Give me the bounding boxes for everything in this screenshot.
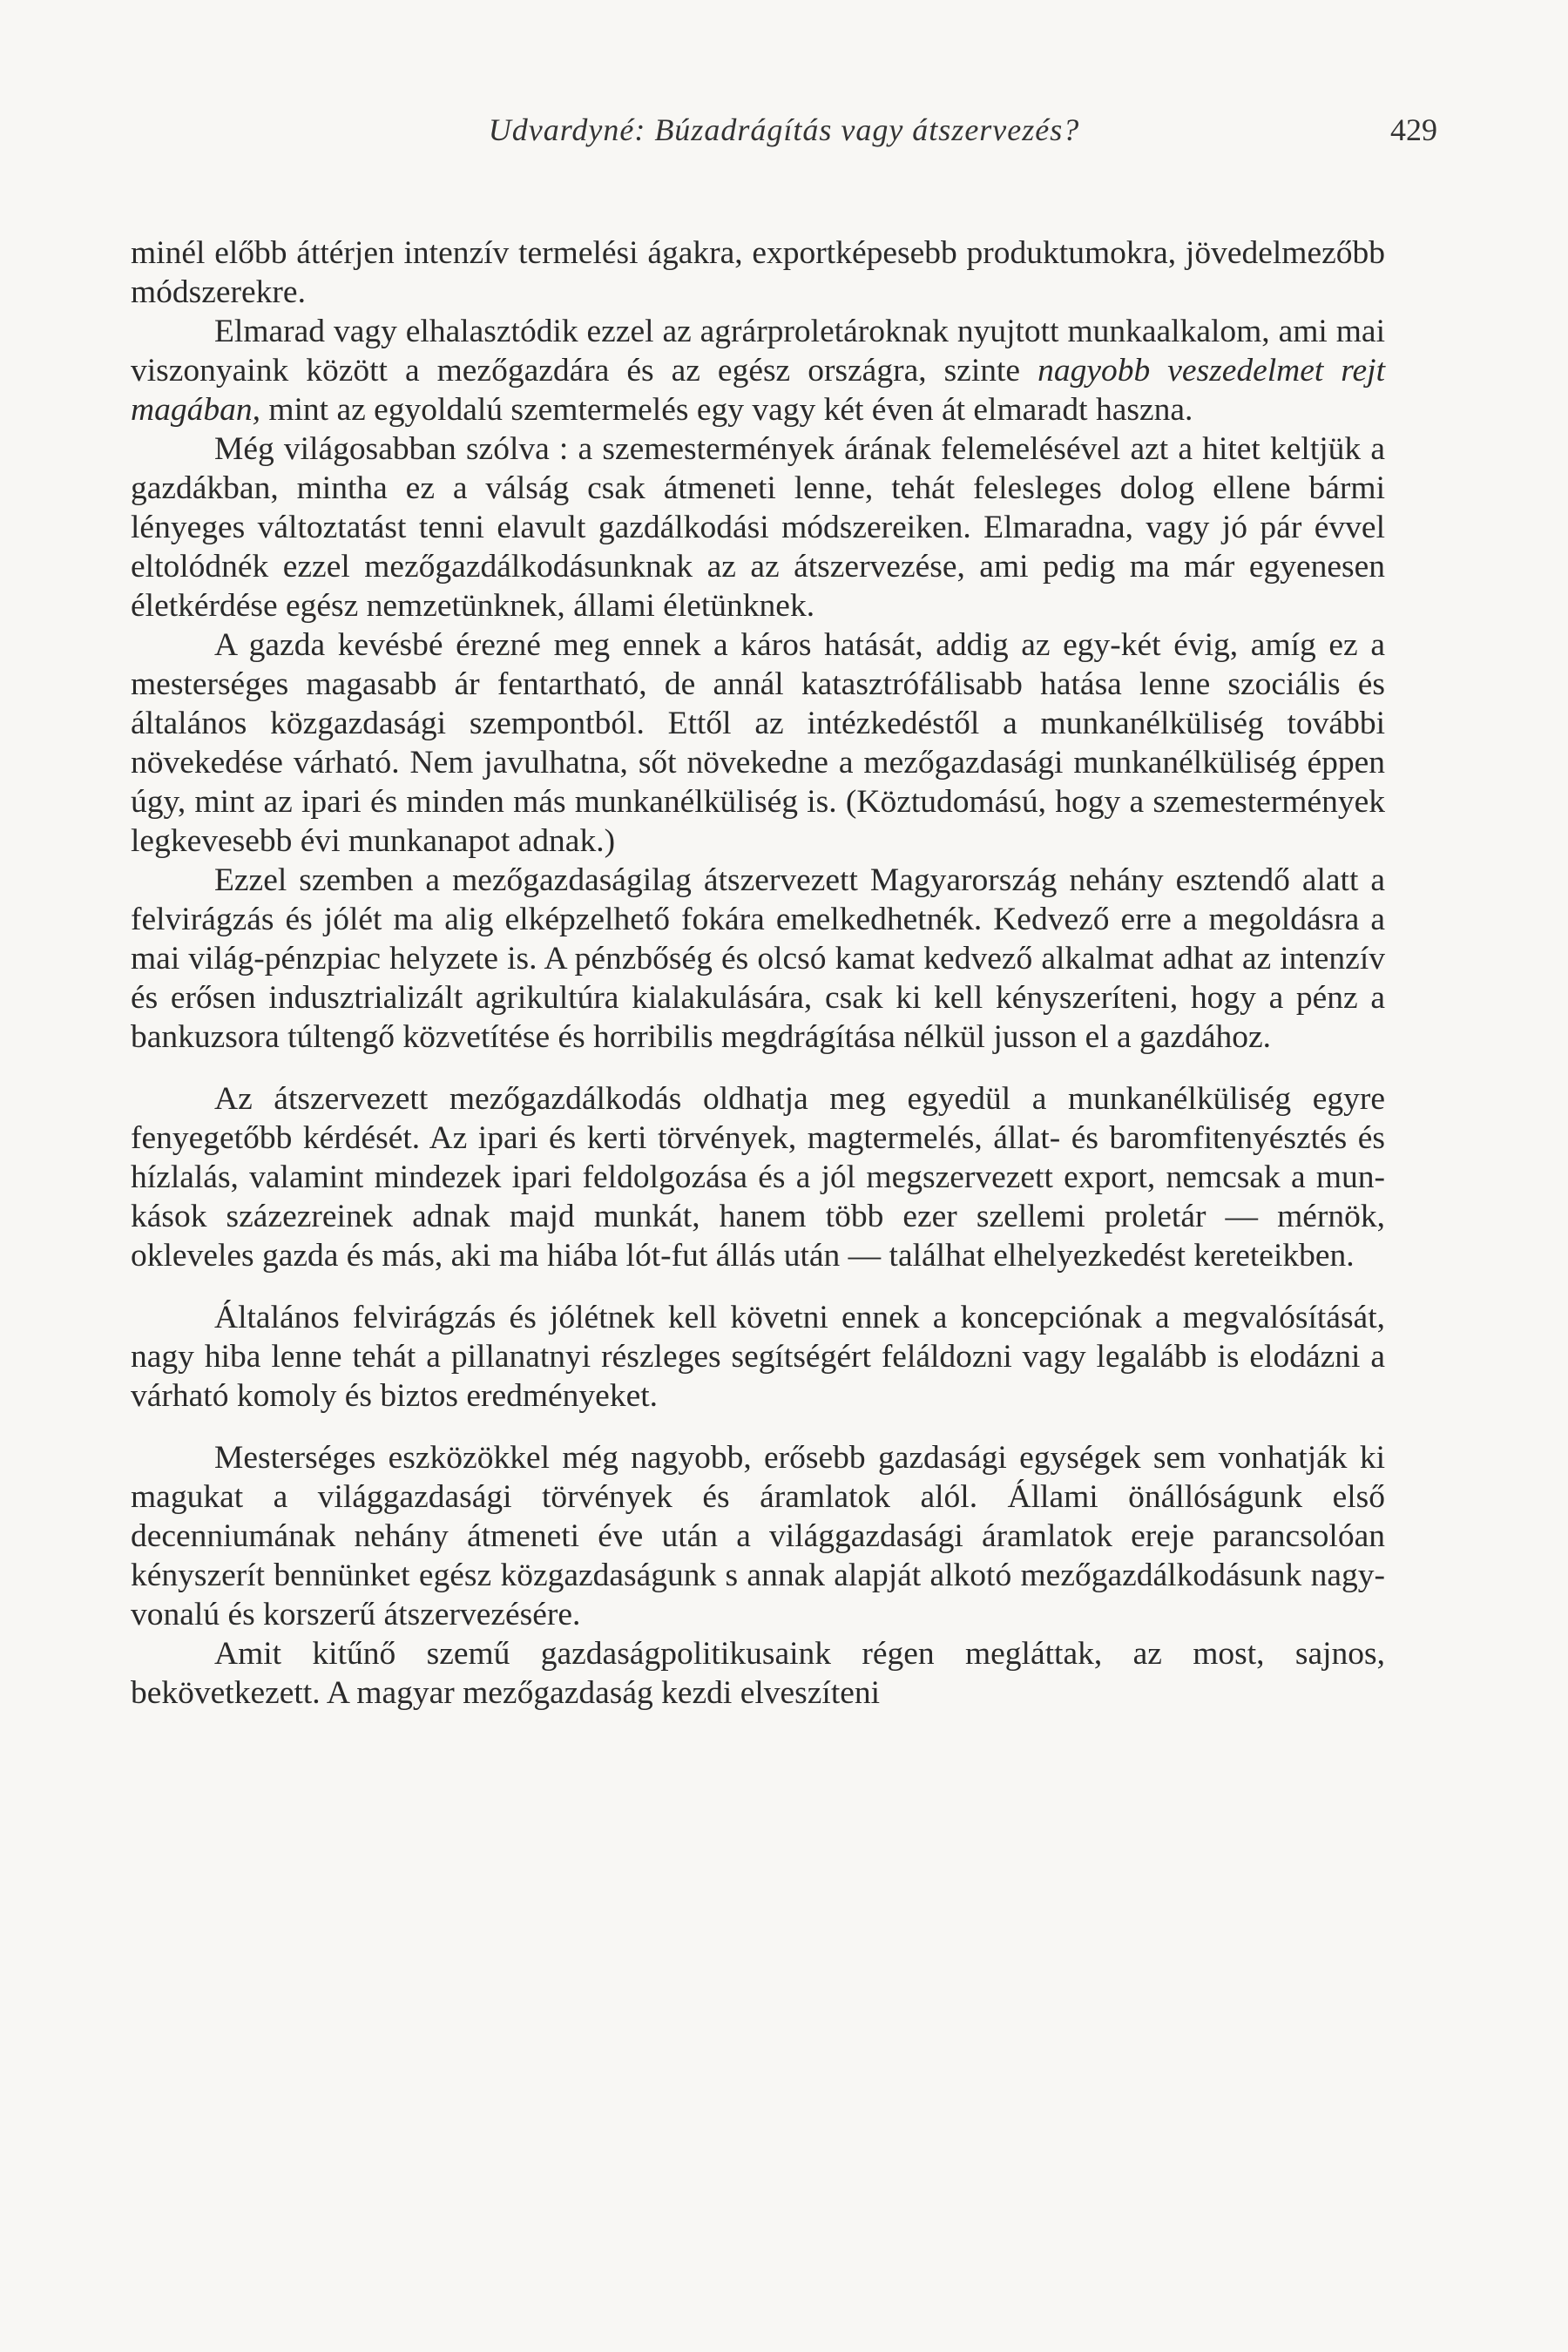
- running-title: Udvardyné: Búzadrágítás vagy átszervezés?: [488, 112, 1080, 147]
- paragraph-2-after: mint az egyoldalú szemtermelés egy vagy két éven át elmaradt haszna.: [260, 392, 1193, 428]
- paragraph-2-emphasis: nagyobb veszedelmet rejt magában,: [131, 353, 1385, 428]
- paragraph-9: Amit kitűnő szemű gazdaságpolitikusaink régen megláttak, az most, sajnos, bekövetkezett. A magyar mezőgazdaság kezdi elveszíteni: [131, 1636, 1385, 1711]
- paragraph-5: Ezzel szemben a mezőgazdaságilag átszervezett Magyarország nehány esztendő alatt a felvirágzás és jólét ma alig elképzelhető fokára emelkedhetnék. Kedvező erre a megoldásra a mai világ-pénzpiac helyzete is. A pénzbőség és olcsó kamat kedvező alkalmat adhat az intenzív és erősen indusztrializált agrikultúra kialakulására, csak ki kell kényszeríteni, hogy a pénz a bankuzsora túltengő közvetítése és horribilis megdrágítása nélkül jusson el a gazdához.: [131, 862, 1385, 1055]
- paragraph-2: [131, 312, 1385, 429]
- paragraph-6: Az átszervezett mezőgazdálkodás oldhatja meg egyedül a munkanélküliség egyre fenyegetőbb kérdését. Az ipari és kerti törvények, magtermelés, állat- és baromfitenyésztés és hízlalás, valamint mindezek ipari feldolgozása és a jól megszervezett export, nemcsak a munkások százezreinek adnak majd munkát, hanem több ezer szellemi proletár — mérnök, okleveles gazda és más, aki ma hiába lót-fut állás után — találhat elhelyezkedést kereteikben.: [131, 1081, 1385, 1274]
- paragraph-2-before: Elmarad vagy elhalasztódik ezzel az agrárproletároknak nyujtott munkaalkalom, ami mai viszonyaink között a mezőgazdára és az egész országra, szinte: [131, 314, 1385, 389]
- paragraph-8: Mesterséges eszközökkel még nagyobb, erősebb gazdasági egységek sem vonhatják ki magukat a világgazdasági törvények és áramlatok alól. Állami önállóságunk első decenniumának nehány átmeneti éve után a világgazdasági áramlatok ereje parancsolóan kényszerít bennünket egész közgazdaságunk s annak alapját alkotó mezőgazdálkodásunk nagyvonalú és korszerű átszervezésére.: [131, 1440, 1385, 1632]
- body-text: [131, 233, 1385, 1713]
- paragraph-7: Általános felvirágzás és jólétnek kell követni ennek a koncepciónak a megvalósítását, nagy hiba lenne tehát a pillanatnyi részleges segítségért feláldozni vagy legalább is elodázni a várható komoly és biztos eredményeket.: [131, 1300, 1385, 1414]
- paragraph-1: minél előbb áttérjen intenzív termelési ágakra, exportképesebb produktumokra, jövedelmezőbb módszerekre.: [131, 235, 1385, 310]
- paragraph-3: Még világosabban szólva : a szemestermények árának felemelésével azt a hitet keltjük a gazdákban, mintha ez a válság csak átmeneti lenne, tehát felesleges dolog ellene bármi lényeges változtatást tenni elavult gazdálkodási módszereiken. Elmaradna, vagy jó pár évvel eltolódnék ezzel mezőgazdálkodásunknak az az átszervezése, ami pedig ma már egyenesen életkérdése egész nemzetünknek, állami életünknek.: [131, 431, 1385, 624]
- running-header: [131, 112, 1437, 164]
- paragraph-4: A gazda kevésbé érezné meg ennek a káros hatását, addig az egy-két évig, amíg ez a mesterséges magasabb ár fentartható, de annál katasztrófálisabb hatása lenne szociális és általános közgazdasági szempontból. Ettől az intézkedéstől a munkanélküliség további növekedése várható. Nem javulhatna, sőt növekedne a mezőgazdasági munkanélküliség éppen úgy, mint az ipari és minden más munkanélküliség is. (Köztudomású, hogy a szemestermények legkevesebb évi munkanapot adnak.): [131, 627, 1385, 859]
- page-number: 429: [1390, 112, 1437, 147]
